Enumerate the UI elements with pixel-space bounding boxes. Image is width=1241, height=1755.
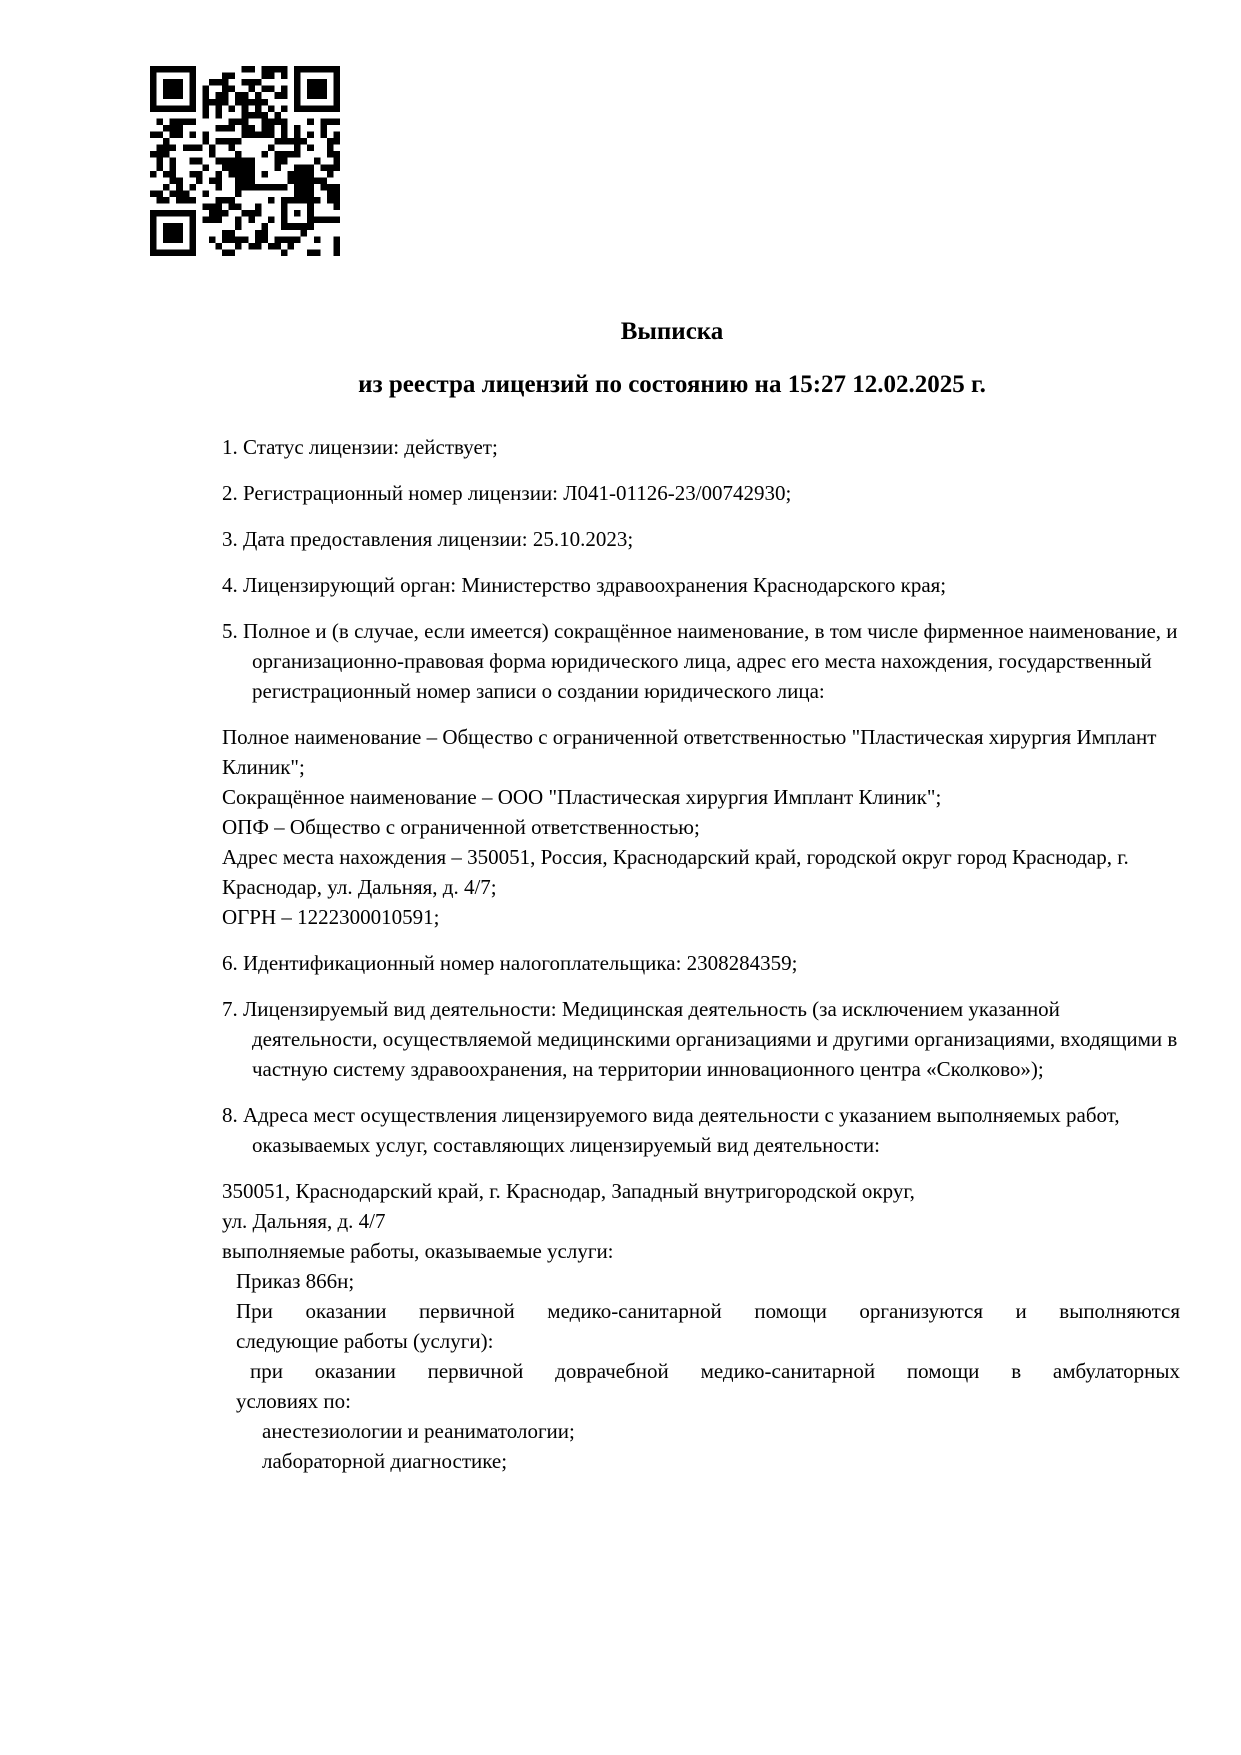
item-number: 1. <box>222 435 238 459</box>
item-text: Адреса мест осуществления лицензируемого вида деятельности с указанием выполняемых работ, оказываемых услуг, составляющих лицензируемый вид деятельности: <box>243 1103 1120 1157</box>
item-text: Статус лицензии: действует; <box>243 435 498 459</box>
document-subtitle: из реестра лицензий по состоянию на 15:27 12.02.2025 г. <box>358 371 986 398</box>
item-license-status <box>222 432 1180 462</box>
item-number: 8. <box>222 1103 238 1127</box>
company-address: Адрес места нахождения – 350051, Россия, Краснодарский край, городской округ город Краснодар, г. Краснодар, ул. Дальняя, д. 4/7; <box>222 845 1129 899</box>
company-ogrn: ОГРН – 1222300010591; <box>222 905 440 929</box>
service-item: лабораторной диагностике; <box>262 1449 508 1473</box>
item-number: 5. <box>222 619 238 643</box>
item-number: 3. <box>222 527 238 551</box>
item-text: Лицензируемый вид деятельности: Медицинская деятельность (за исключением указанной деятельности, осуществляемой медицинскими организациями и другими организациями, входящими в частную систему здравоохранения, на территории инновационного центра «Сколково»); <box>243 997 1178 1081</box>
item-text: Идентификационный номер налогоплательщика: 2308284359; <box>243 951 798 975</box>
activity-address-line: ул. Дальняя, д. 4/7 <box>222 1209 386 1233</box>
item-number: 7. <box>222 997 238 1021</box>
item-number: 2. <box>222 481 238 505</box>
works-paragraph-line: при оказании первичной доврачебной медико-санитарной помощи в амбулаторных <box>250 1359 1180 1383</box>
service-item: анестезиологии и реаниматологии; <box>262 1419 575 1443</box>
works-and-services <box>222 1176 1180 1476</box>
works-paragraph-line: следующие работы (услуги): <box>236 1329 494 1353</box>
company-details <box>222 722 1180 932</box>
item-text: Регистрационный номер лицензии: Л041-01126-23/00742930; <box>243 481 792 505</box>
item-licensed-activity <box>222 994 1180 1084</box>
item-text: Лицензирующий орган: Министерство здравоохранения Краснодарского края; <box>243 573 947 597</box>
item-licensing-authority <box>222 570 1180 600</box>
works-paragraph-line: условиях по: <box>236 1389 351 1413</box>
order-reference: Приказ 866н; <box>236 1269 355 1293</box>
company-short-name: Сокращённое наименование – ООО "Пластическая хирургия Имплант Клиник"; <box>222 785 942 809</box>
item-legal-entity-heading <box>222 616 1180 706</box>
company-full-name: Полное наименование – Общество с ограниченной ответственностью "Пластическая хирургия Имплант Клиник"; <box>222 725 1157 779</box>
activity-address-line: 350051, Краснодарский край, г. Краснодар, Западный внутригородской округ, <box>222 1179 915 1203</box>
item-registration-number <box>222 478 1180 508</box>
item-number: 4. <box>222 573 238 597</box>
item-text: Дата предоставления лицензии: 25.10.2023; <box>243 527 634 551</box>
company-legal-form: ОПФ – Общество с ограниченной ответственностью; <box>222 815 700 839</box>
works-paragraph-line: При оказании первичной медико-санитарной помощи организуются и выполняются <box>236 1299 1180 1323</box>
works-services-heading: выполняемые работы, оказываемые услуги: <box>222 1239 614 1263</box>
item-license-date <box>222 524 1180 554</box>
item-activity-addresses-heading <box>222 1100 1180 1160</box>
item-number: 6. <box>222 951 238 975</box>
item-taxpayer-number <box>222 948 1180 978</box>
document-title: Выписка <box>620 318 724 345</box>
document-body <box>222 0 1180 1476</box>
item-text: Полное и (в случае, если имеется) сокращённое наименование, в том числе фирменное наименование, и организационно-правовая форма юридического лица, адрес его места нахождения, государственный регистрационный номер записи о создании юридического лица: <box>243 619 1178 703</box>
